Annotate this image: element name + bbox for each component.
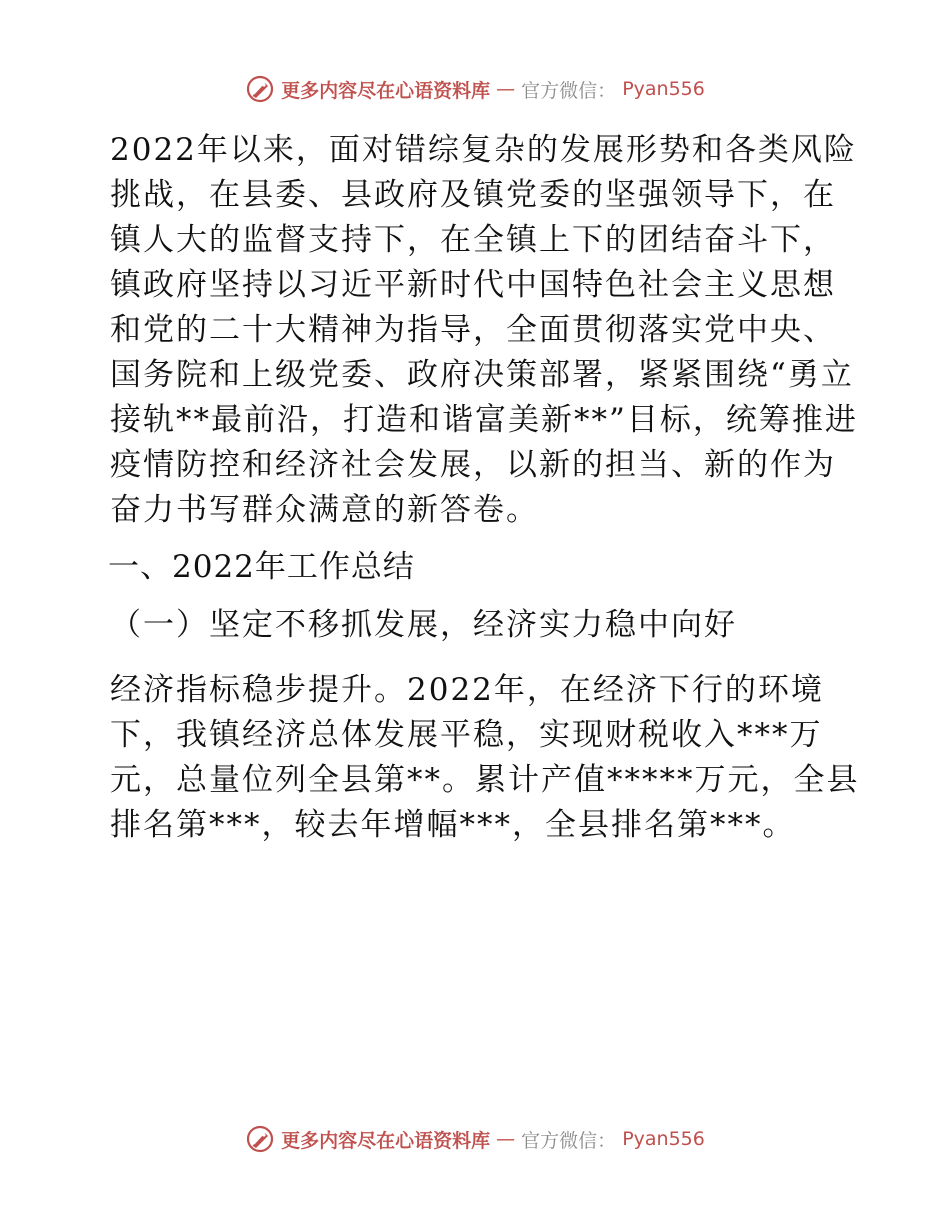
watermark-dash: — [496, 78, 516, 100]
economy-paragraph: 经济指标稳步提升。2022年，在经济下行的环境下，我镇经济总体发展平稳，实现财税收入***万元，总量位列全县第**。累计产值*****万元，全县排名第***，较去年增幅***，全县排名第***。 [110, 672, 860, 843]
watermark-handle: Pyan556 [622, 78, 705, 100]
intro-paragraph: 2022年以来，面对错综复杂的发展形势和各类风险挑战，在县委、县政府及镇党委的坚强领导下，在镇人大的监督支持下，在全镇上下的团结奋斗下，镇政府坚持以习近平新时代中国特色社会主义思想和党的二十大精神为指导，全面贯彻落实党中央、国务院和上级党委、政府决策部署，紧紧围绕“勇立接轨**最前沿，打造和谐富美新**”目标，统筹推进疫情防控和经济社会发展，以新的担当、新的作为奋力书写群众满意的新答卷。 [110, 132, 858, 528]
footer-watermark [0, 1124, 950, 1154]
header-watermark [0, 74, 950, 104]
watermark-official-label: 官方微信： [521, 79, 617, 102]
watermark-official-label: 官方微信： [521, 1129, 617, 1152]
watermark-main-text: 更多内容尽在心语资料库 [281, 79, 491, 102]
quill-pen-logo-icon [245, 74, 275, 104]
section-heading: 一、2022年工作总结 [108, 549, 415, 585]
document-body [100, 128, 860, 860]
quill-pen-logo-icon [245, 1124, 275, 1154]
watermark-main-text: 更多内容尽在心语资料库 [281, 1129, 491, 1152]
watermark-handle: Pyan556 [622, 1128, 705, 1150]
subsection-heading: （一）坚定不移抓发展，经济实力稳中向好 [110, 607, 737, 643]
watermark-dash: — [496, 1128, 516, 1150]
